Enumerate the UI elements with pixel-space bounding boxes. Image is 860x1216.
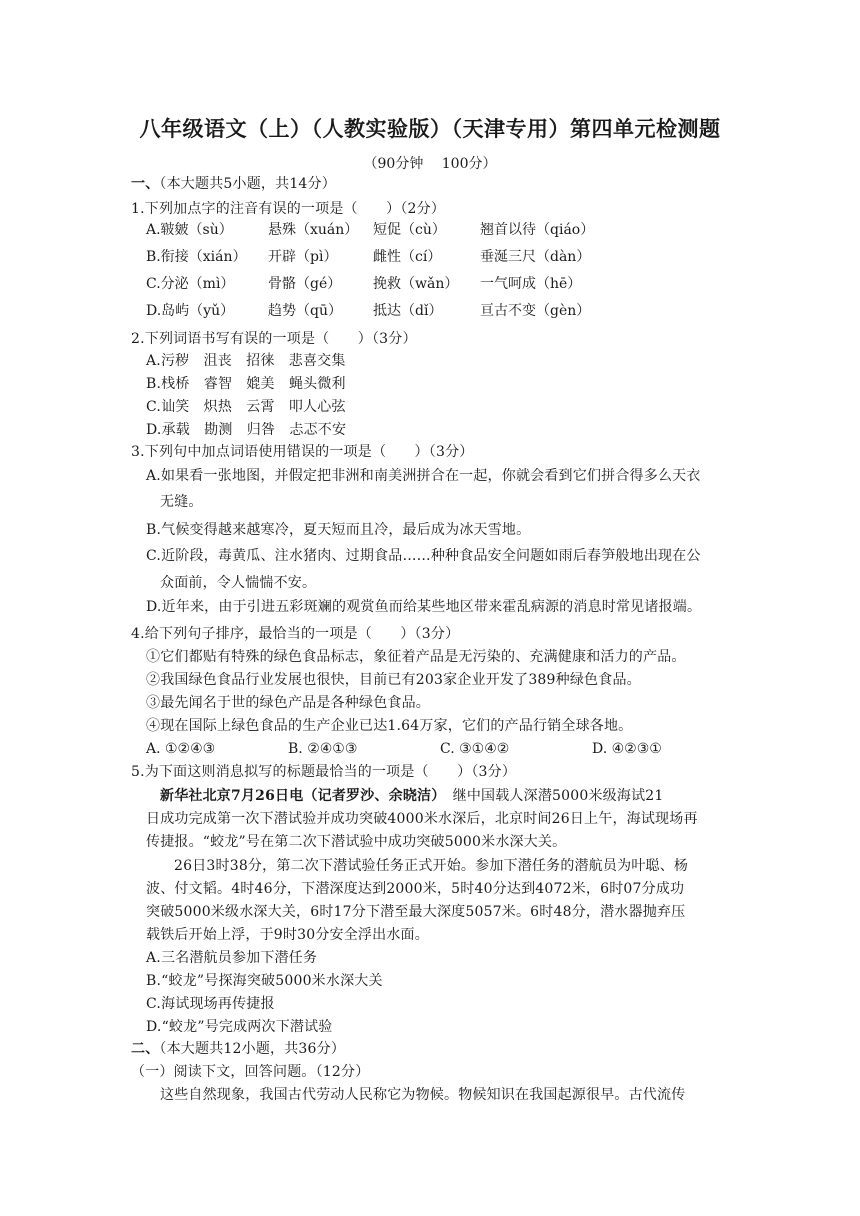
q1-a-item-1: A.皲皴（sù） [146, 222, 233, 238]
q3-option-c-line1: C.近阶段，毒黄瓜、注水猪肉、过期食品……种种食品安全问题如雨后春笋般地出现在公 [146, 548, 701, 564]
q4-sentence-3: ③最先闻名于世的绿色产品是各种绿色食品。 [146, 695, 430, 711]
q2-option-c: C.讪笑 炽热 云霄 叩人心弦 [146, 399, 346, 415]
question-4-stem: 4.给下列句子排序，最恰当的一项是（ ）（3分） [131, 626, 460, 642]
news-lead-text: 继中国载人深潜5000米级海试21 [438, 788, 664, 804]
page-title: 八年级语文（上）（人教实验版）（天津专用）第四单元检测题 [139, 117, 721, 141]
q2-option-d: D.承载 勘测 归咎 忐忑不安 [146, 422, 347, 438]
news-paragraph-1-line1 [160, 786, 663, 806]
q1-c-item-3: 挽救（wǎn） [373, 276, 459, 292]
q1-a-item-2: 悬殊（xuán） [268, 222, 359, 238]
q1-d-item-2: 趋势（qū） [268, 303, 342, 319]
question-1-stem: 1.下列加点字的注音有误的一项是（ ）（2分） [131, 201, 446, 217]
q1-b-item-3: 雌性（cí） [373, 249, 442, 265]
news-dateline: 新华社北京7月26日电（记者罗沙、余晓洁） [160, 788, 439, 804]
news-paragraph-2-line1: 26日3时38分，第二次下潜试验任务正式开始。参加下潜任务的潜航员为叶聪、杨 [174, 858, 689, 874]
news-paragraph-1-line3: 传捷报。“蛟龙”号在第二次下潜试验中成功突破5000米水深大关。 [146, 834, 567, 850]
q5-option-d: D.“蛟龙”号完成两次下潜试验 [146, 1019, 333, 1035]
q4-option-a: A. ①②④③ [146, 741, 216, 757]
section-description: （本大题共12小题，共36分） [159, 1041, 346, 1057]
q4-option-c: C. ③①④② [440, 741, 510, 757]
q1-b-item-2: 开辟（pì） [268, 249, 338, 265]
q4-sentence-2: ②我国绿色食品行业发展也很快，目前已有203家企业开发了389种绿色食品。 [146, 672, 641, 688]
q3-option-d: D.近年来，由于引进五彩斑斓的观赏鱼而给某些地区带来霍乱病源的消息时常见诸报端。 [146, 599, 702, 615]
q1-c-item-4: 一气呵成（hē） [480, 276, 582, 292]
section-two-header [131, 1039, 345, 1059]
q1-b-item-1: B.衔接（xián） [146, 249, 247, 265]
section-number: 二、 [131, 1041, 160, 1057]
news-paragraph-2-line4: 载铁后开始上浮，于9时30分安全浮出水面。 [146, 927, 429, 943]
q1-c-item-2: 骨骼（gé） [268, 276, 342, 292]
question-2-stem: 2.下列词语书写有误的一项是（ ）（3分） [131, 331, 417, 347]
q1-d-item-4: 亘古不变（gèn） [480, 303, 591, 319]
reading-passage-line1: 这些自然现象，我国古代劳动人民称它为物候。物候知识在我国起源很早。古代流传 [160, 1087, 686, 1103]
q1-b-item-4: 垂涎三尺（dàn） [480, 249, 591, 265]
section-number: 一、 [131, 176, 160, 192]
q1-a-item-4: 翘首以待（qiáo） [480, 222, 595, 238]
q1-a-item-3: 短促（cù） [373, 222, 446, 238]
q1-c-item-1: C.分泌（mì） [146, 276, 235, 292]
news-paragraph-2-line3: 突破5000米级水深大关，6时17分下潜至最大深度5057米。6时48分，潜水器抛弃压 [146, 904, 686, 920]
section-description: （本大题共5小题，共14分） [159, 176, 336, 192]
q5-option-c: C.海试现场再传捷报 [146, 996, 275, 1012]
q1-d-item-1: D.岛屿（yǔ） [146, 303, 235, 319]
q3-option-b: B.气候变得越来越寒冷，夏天短而且冷，最后成为冰天雪地。 [146, 522, 531, 538]
q5-option-b: B.“蛟龙”号探海突破5000米水深大关 [146, 973, 383, 989]
q5-option-a: A.三名潜航员参加下潜任务 [146, 950, 318, 966]
reading-part-1-heading: （一）阅读下文，回答问题。（12分） [131, 1064, 370, 1080]
section-one-header [131, 174, 336, 194]
q2-option-a: A.污秽 沮丧 招徕 悲喜交集 [146, 353, 346, 369]
q4-option-d: D. ④②③① [592, 741, 662, 757]
q4-sentence-1: ①它们都贴有特殊的绿色食品标志，象征着产品是无污染的、充满健康和活力的产品。 [146, 649, 686, 665]
q3-option-a-line1: A.如果看一张地图，并假定把非洲和南美洲拼合在一起，你就会看到它们拼合得多么天衣 [146, 468, 701, 484]
news-paragraph-1-line2: 日成功完成第一次下潜试验并成功突破4000米水深后，北京时间26日上午，海试现场再 [146, 811, 698, 827]
q2-option-b: B.栈桥 睿智 媲美 蝇头微利 [146, 376, 346, 392]
exam-duration-score: （90分钟 100分） [363, 156, 497, 172]
question-5-stem: 5.为下面这则消息拟写的标题最恰当的一项是（ ）（3分） [131, 764, 517, 780]
news-paragraph-2-line2: 波、付文韬。4时46分，下潜深度达到2000米，5时40分达到4072米，6时07分成功 [146, 881, 685, 897]
q1-d-item-3: 抵达（dǐ） [373, 303, 443, 319]
q3-option-a-line2: 无缝。 [160, 494, 203, 510]
q4-option-b: B. ②④①③ [288, 741, 358, 757]
q3-option-c-line2: 众面前，令人惴惴不安。 [160, 575, 317, 591]
question-3-stem: 3.下列句中加点词语使用错误的一项是（ ）（3分） [131, 444, 474, 460]
q4-sentence-4: ④现在国际上绿色食品的生产企业已达1.64万家，它们的产品行销全球各地。 [146, 718, 633, 734]
